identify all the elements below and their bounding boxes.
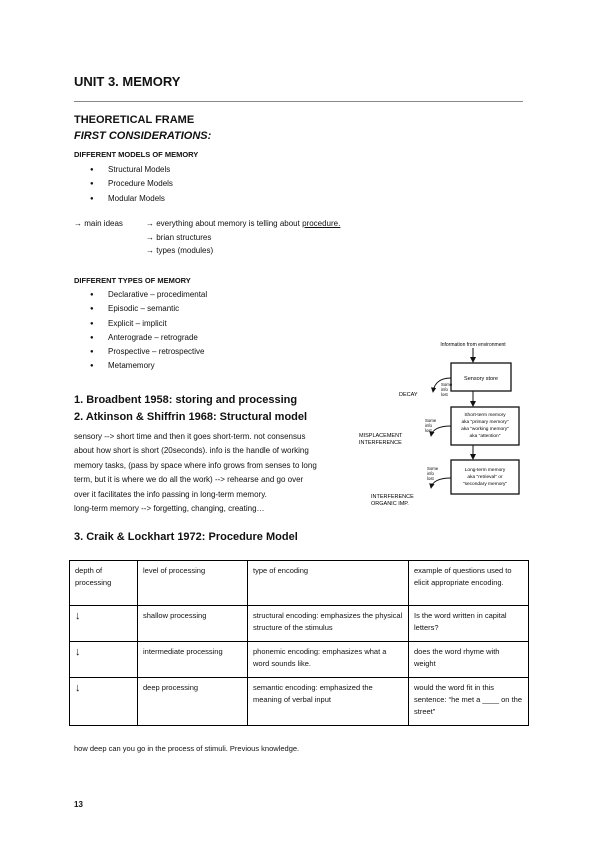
main-idea-1-underlined: procedure. bbox=[302, 219, 341, 228]
arrow-loss-stm bbox=[431, 426, 451, 436]
table-header-cell: type of encoding bbox=[248, 561, 409, 606]
table-header-cell: example of questions used to elicit appropriate encoding. bbox=[409, 561, 529, 606]
section-1-heading: 1. Broadbent 1958: storing and processing bbox=[74, 394, 298, 406]
list-item: ● Declarative – procedimental bbox=[90, 288, 207, 302]
list-item: ● Anterograde – retrograde bbox=[90, 331, 207, 345]
misplacement-label: MISPLACEMENT bbox=[359, 433, 403, 439]
main-ideas-label: → main ideas bbox=[74, 219, 123, 228]
sensory-store-label: Sensory store bbox=[464, 376, 498, 382]
ltm-line: Long-term memory bbox=[464, 468, 506, 473]
some-info-lost: lost bbox=[425, 428, 432, 433]
decay-label: DECAY bbox=[399, 392, 418, 398]
first-considerations-heading: FIRST CONSIDERATIONS: bbox=[74, 130, 212, 142]
main-idea-3: → types (modules) bbox=[146, 246, 214, 255]
some-info-lost: lost bbox=[441, 392, 448, 397]
memory-model-diagram bbox=[355, 336, 535, 516]
list-item: ● Structural Models bbox=[90, 163, 173, 177]
interference-label: ORGANIC IMP. bbox=[371, 501, 409, 507]
some-info-lost: info bbox=[441, 387, 448, 392]
table-cell: shallow processing bbox=[138, 606, 248, 642]
table-header-row bbox=[70, 561, 529, 606]
paragraph-line: about how short is short (20seconds). info is the handle of working bbox=[74, 446, 309, 456]
main-idea-1-text: → everything about memory is telling about bbox=[146, 219, 303, 228]
ltm-line: "secondary memory" bbox=[462, 482, 508, 487]
list-item: ● Episodic – semantic bbox=[90, 302, 207, 316]
table-header-cell: depth of processing bbox=[70, 561, 138, 606]
page-number: 13 bbox=[74, 800, 83, 809]
table-cell: ↓ bbox=[70, 642, 138, 678]
table-cell: does the word rhyme with weight bbox=[409, 642, 529, 678]
footer-note: how deep can you go in the process of stimuli. Previous knowledge. bbox=[74, 744, 300, 753]
models-heading: DIFFERENT MODELS OF MEMORY bbox=[74, 150, 199, 159]
table-cell: would the word fit in this sentence: “he met a ____ on the street” bbox=[409, 678, 529, 726]
table-cell: intermediate processing bbox=[138, 642, 248, 678]
table-cell: semantic encoding: emphasized the meaning of verbal input bbox=[248, 678, 409, 726]
paragraph-line: memory tasks, (pass by space where info grows from senses to long bbox=[74, 460, 317, 470]
main-idea-1 bbox=[146, 217, 340, 231]
table-cell: structural encoding: emphasizes the physical structure of the stimulus bbox=[248, 606, 409, 642]
interference-label: INTERFERENCE bbox=[371, 494, 414, 500]
table-cell: deep processing bbox=[138, 678, 248, 726]
some-info-lost: Some bbox=[425, 418, 437, 423]
atkinson-paragraph bbox=[74, 430, 356, 516]
list-item: ● Modular Models bbox=[90, 192, 173, 206]
stm-line: aka "attention" bbox=[469, 434, 501, 439]
some-info-lost: Some bbox=[441, 382, 453, 387]
table-cell: phonemic encoding: emphasizes what a word sounds like. bbox=[248, 642, 409, 678]
table-cell: ↓ bbox=[70, 678, 138, 726]
models-list bbox=[90, 163, 173, 206]
some-info-lost: lost bbox=[427, 476, 434, 481]
table-row bbox=[70, 678, 529, 726]
list-item: ● Prospective – retrospective bbox=[90, 345, 207, 359]
some-info-lost: info bbox=[425, 423, 432, 428]
types-list bbox=[90, 288, 207, 374]
main-idea-2: → brian structures bbox=[146, 232, 212, 242]
misplacement-label: INTERFERENCE bbox=[359, 440, 402, 446]
table-cell: ↓ bbox=[70, 606, 138, 642]
paragraph-line: long-term memory --> forgetting, changing, creating… bbox=[74, 504, 265, 514]
encoding-table bbox=[69, 560, 529, 726]
unit-title: UNIT 3. MEMORY bbox=[74, 74, 181, 89]
paragraph-line: over it facilitates the info passing in long-term memory. bbox=[74, 489, 267, 499]
paragraph-line: term, but it is where we do all the work) --> rehearse and go over bbox=[74, 475, 304, 485]
title-divider bbox=[74, 101, 523, 102]
section-2-heading: 2. Atkinson & Shiffrin 1968: Structural model bbox=[74, 411, 308, 423]
stm-line: aka "working memory" bbox=[461, 427, 509, 432]
section-3-heading: 3. Craik & Lockhart 1972: Procedure Model bbox=[74, 531, 298, 543]
paragraph-line: sensory --> short time and then it goes short-term. not consensus bbox=[74, 432, 306, 441]
main-ideas-lines bbox=[146, 217, 340, 258]
table-header-cell: level of processing bbox=[138, 561, 248, 606]
stm-line: aka "primary memory" bbox=[461, 420, 509, 425]
theoretical-frame-heading: THEORETICAL FRAME bbox=[74, 114, 195, 126]
arrow-loss-ltm bbox=[431, 478, 451, 488]
info-env-label: Information from environment bbox=[440, 342, 506, 348]
ltm-line: aka "retrieval" or bbox=[467, 475, 503, 480]
some-info-lost: info bbox=[427, 471, 434, 476]
list-item: ● Explicit – implicit bbox=[90, 317, 207, 331]
table-row bbox=[70, 606, 529, 642]
list-item: ● Metamemory bbox=[90, 359, 207, 373]
table-cell: Is the word written in capital letters? bbox=[409, 606, 529, 642]
some-info-lost: Some bbox=[427, 466, 439, 471]
list-item: ● Procedure Models bbox=[90, 177, 173, 191]
table-row bbox=[70, 642, 529, 678]
types-heading: DIFFERENT TYPES OF MEMORY bbox=[74, 276, 191, 285]
stm-line: Short-term memory bbox=[464, 413, 506, 418]
